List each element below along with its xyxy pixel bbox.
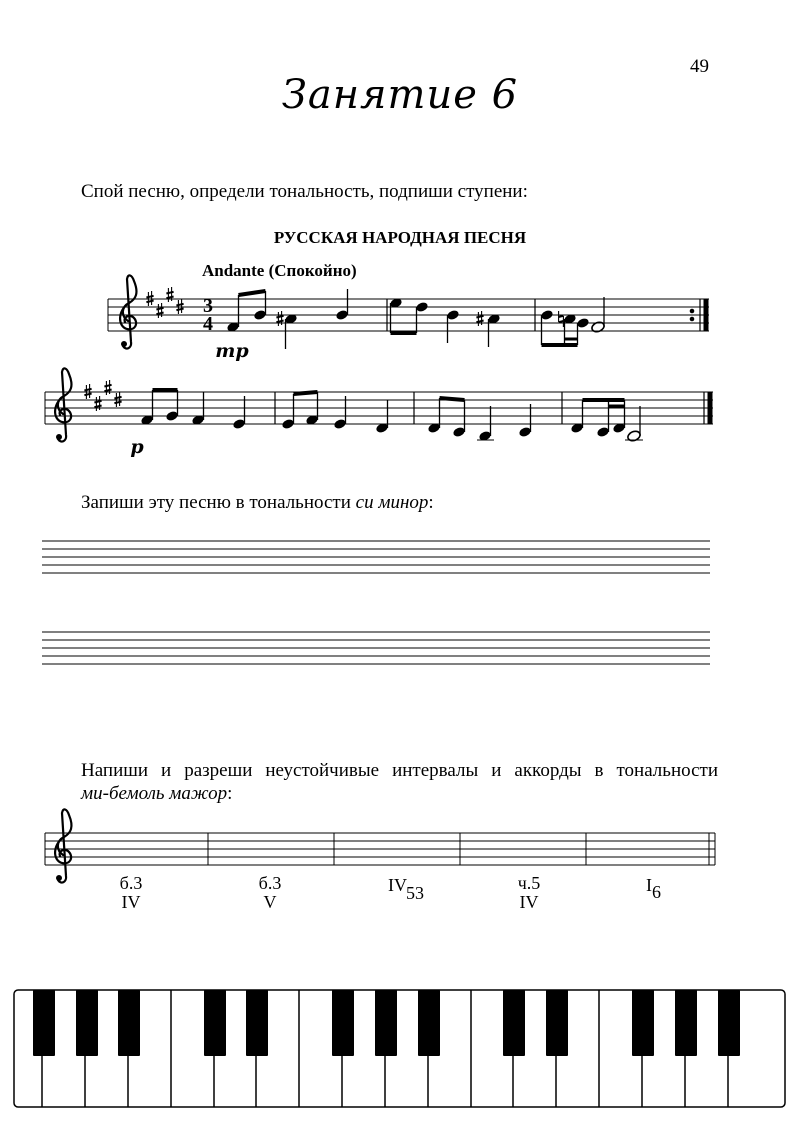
time-signature-top: 3	[203, 295, 213, 317]
task3-instruction-line1: Напиши и разреши неустойчивые интервалы и аккорды в тональности	[81, 760, 718, 781]
notes-measure-7	[570, 400, 643, 442]
song-title: РУССКАЯ НАРОДНАЯ ПЕСНЯ	[273, 228, 527, 247]
key-signature-4-sharps	[146, 287, 183, 318]
treble-clef-icon	[55, 809, 71, 882]
task2-prefix: Запиши эту песню в тональности	[81, 492, 356, 513]
task2-key: си минор	[355, 492, 429, 513]
notes-measure-3	[540, 297, 605, 345]
interval-labels	[120, 873, 661, 912]
interval-label-top: б.3	[258, 873, 282, 893]
staff-system-1	[108, 275, 709, 362]
chord-label-sub: 6	[652, 882, 661, 902]
dynamic-mp: mp	[215, 340, 249, 362]
key-signature-4-sharps	[84, 380, 121, 411]
interval-label-bottom: IV	[121, 892, 141, 912]
empty-staff-1[interactable]	[42, 541, 710, 573]
treble-clef-icon	[120, 275, 136, 348]
interval-label-bottom: V	[263, 892, 277, 912]
task2-suffix: :	[428, 492, 434, 513]
chord-label-sub: 53	[406, 883, 424, 903]
time-signature-bottom: 4	[203, 313, 213, 335]
lesson-title: Занятие 6	[281, 72, 519, 118]
notes-measure-2	[389, 297, 501, 347]
task3-key: ми-бемоль мажор	[81, 783, 228, 804]
interval-label-bottom: IV	[519, 892, 539, 912]
interval-label-top: б.3	[119, 873, 143, 893]
notes-measure-5	[281, 392, 389, 434]
treble-clef-icon	[55, 368, 71, 441]
staff-system-2	[45, 368, 713, 458]
task1-instruction: Спой песню, определи тональность, подпиши ступени:	[81, 181, 528, 202]
task3-suffix: :	[227, 783, 233, 804]
black-keys	[33, 990, 740, 1056]
interval-label-top: ч.5	[517, 873, 541, 893]
notes-measure-6	[427, 398, 532, 442]
piano-keyboard	[14, 990, 785, 1107]
page-number: 49	[690, 56, 709, 77]
interval-staff[interactable]	[45, 809, 715, 882]
empty-staff-2[interactable]	[42, 632, 710, 664]
dynamic-p: p	[130, 436, 144, 458]
chord-label-main: IV	[388, 875, 407, 895]
tempo-marking: Andante (Спокойно)	[202, 261, 357, 280]
chord-label-main: I	[646, 875, 652, 895]
